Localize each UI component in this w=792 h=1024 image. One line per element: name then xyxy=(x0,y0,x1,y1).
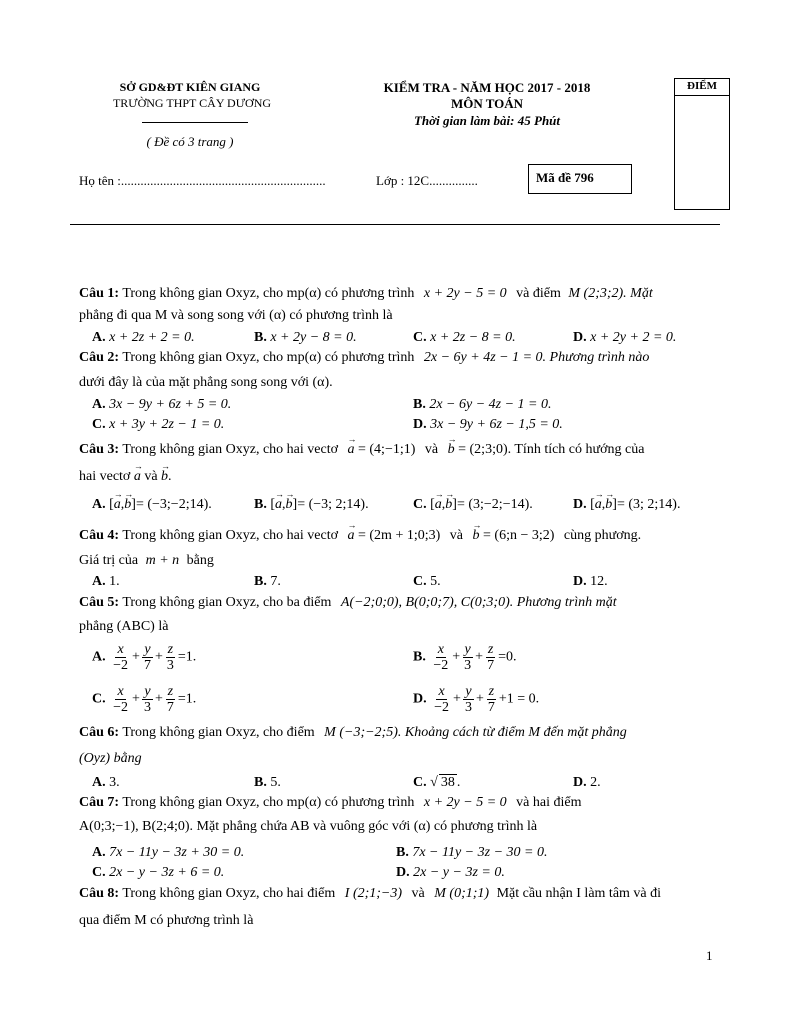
option-c[interactable]: C. [→ a,→ b]= (3;−2;−14). xyxy=(413,496,533,514)
pages-note: ( Đề có 3 trang ) xyxy=(146,134,234,149)
question-5-line2: phẳng (ABC) là xyxy=(79,619,169,634)
question-8 xyxy=(79,885,661,903)
vector-b-value: = (2;3;0). Tính tích có hướng của xyxy=(458,442,645,457)
question-label: Câu 3: xyxy=(79,442,120,457)
option-d[interactable]: D. 2. xyxy=(573,775,601,790)
question-4-line2: Giá trị của m + n bằng xyxy=(79,553,214,568)
vector-a-value: = (2m + 1;0;3) xyxy=(358,528,441,543)
question-5 xyxy=(79,594,617,612)
page-number: 1 xyxy=(706,948,713,963)
exam-time: Thời gian làm bài: 45 Phút xyxy=(413,113,561,128)
option-d[interactable]: D. x + 2y + 2 = 0. xyxy=(573,330,677,345)
question-label: Câu 5: xyxy=(79,595,120,610)
question-text: Mặt cầu nhận I làm tâm và đi xyxy=(496,886,662,901)
question-7 xyxy=(79,794,581,812)
question-text: Trong không gian Oxyz, cho hai vectơ xyxy=(122,528,338,543)
option-c[interactable]: C. 5. xyxy=(413,574,441,589)
question-text: Trong không gian Oxyz, cho hai điểm xyxy=(122,886,336,901)
question-label: Câu 8: xyxy=(79,886,120,901)
question-4 xyxy=(79,527,641,545)
vector-a: → a xyxy=(348,527,355,545)
question-8-line2: qua điểm M có phương trình là xyxy=(79,913,254,928)
class-line[interactable]: Lớp : 12C............... xyxy=(376,173,478,188)
conjunction: và xyxy=(449,528,464,543)
question-text: và điểm xyxy=(516,286,561,301)
option-b[interactable]: B. $\frac{x}{-2}$ + $\frac{y}{3}$ + $\frac{z}{7}$ =0. xyxy=(413,642,517,673)
point-m: M (0;1;1) xyxy=(434,886,490,901)
question-6-line2: (Oyz) bằng xyxy=(79,751,142,766)
question-2-line2: dưới đây là của mặt phẳng song song với (α). xyxy=(79,375,333,390)
question-1 xyxy=(79,285,653,303)
option-d[interactable]: D. 2x − y − 3z = 0. xyxy=(396,865,505,880)
question-text: Trong không gian Oxyz, cho mp(α) có phương trình xyxy=(122,286,415,301)
option-a[interactable]: A. 7x − 11y − 3z + 30 = 0. xyxy=(92,845,245,860)
option-c[interactable]: C. x + 3y + 2z − 1 = 0. xyxy=(92,417,225,432)
option-b[interactable]: B. 5. xyxy=(254,775,281,790)
question-1-line2: phẳng đi qua M và song song với (α) có phương trình là xyxy=(79,308,393,323)
option-a[interactable]: A. $\frac{x}{-2}$ + $\frac{y}{7}$ + $\frac{z}{3}$ =1. xyxy=(92,642,197,673)
department-name: SỞ GD&ĐT KIÊN GIANG xyxy=(119,80,261,94)
question-text: Trong không gian Oxyz, cho ba điểm xyxy=(122,595,332,610)
conjunction: và xyxy=(411,886,425,901)
score-label: ĐIỂM xyxy=(687,80,717,92)
option-a[interactable]: A. [→ a,→ b]= (−3;−2;14). xyxy=(92,496,212,514)
question-text: Trong không gian Oxyz, cho điểm xyxy=(122,725,315,740)
subject-title: MÔN TOÁN xyxy=(450,96,524,111)
option-b[interactable]: B. 7. xyxy=(254,574,281,589)
points: A(−2;0;0), B(0;0;7), C(0;3;0). Phương trình mặt xyxy=(340,595,617,610)
option-d[interactable]: D. 3x − 9y + 6z − 1,5 = 0. xyxy=(413,417,563,432)
question-6 xyxy=(79,724,627,742)
school-name: TRƯỜNG THPT CÂY DƯƠNG xyxy=(112,96,272,110)
score-box xyxy=(674,78,730,210)
option-a[interactable]: A. 1. xyxy=(92,574,120,589)
equation: 2x − 6y + 4z − 1 = 0. Phương trình nào xyxy=(423,350,650,365)
option-b[interactable]: B. x + 2y − 8 = 0. xyxy=(254,330,357,345)
question-text: Trong không gian Oxyz, cho mp(α) có phương trình xyxy=(122,350,415,365)
option-b[interactable]: B. [→ a,→ b]= (−3; 2;14). xyxy=(254,496,369,514)
question-2 xyxy=(79,349,649,367)
option-b[interactable]: B. 2x − 6y − 4z − 1 = 0. xyxy=(413,397,552,412)
header-divider xyxy=(70,224,720,225)
header-underline xyxy=(142,122,248,123)
student-name-line[interactable]: Họ tên :............................................................... xyxy=(79,173,326,188)
point: M (2;3;2). Mặt xyxy=(568,286,653,301)
equation: x + 2y − 5 = 0 xyxy=(423,286,507,301)
question-text: và hai điểm xyxy=(516,795,582,810)
vector-a-value: = (4;−1;1) xyxy=(358,442,416,457)
exam-code: Mã đề 796 xyxy=(536,170,594,185)
sqrt-value: 38 xyxy=(440,775,455,790)
option-a[interactable]: A. 3x − 9y + 6z + 5 = 0. xyxy=(92,397,232,412)
option-a[interactable]: A. x + 2z + 2 = 0. xyxy=(92,330,195,345)
question-text: cùng phương. xyxy=(563,528,642,543)
option-a[interactable]: A. 3. xyxy=(92,775,120,790)
vector-b: → b xyxy=(448,441,455,459)
option-c[interactable]: C. 2x − y − 3z + 6 = 0. xyxy=(92,865,225,880)
question-3-line2: hai vectơ → a và → b. xyxy=(79,468,172,486)
question-7-line2: A(0;3;−1), B(2;4;0). Mặt phẳng chứa AB và vuông góc với (α) có phương trình là xyxy=(79,819,538,834)
equation: x + 2y − 5 = 0 xyxy=(423,795,507,810)
vector-a: → a xyxy=(348,441,355,459)
vector-b: → b xyxy=(473,527,480,545)
point-i: I (2;1;−3) xyxy=(344,886,403,901)
option-c[interactable]: C. $\frac{x}{-2}$ + $\frac{y}{3}$ + $\frac{z}{7}$ =1. xyxy=(92,684,197,715)
question-label: Câu 7: xyxy=(79,795,120,810)
option-c[interactable]: C. √ 38 . xyxy=(413,775,461,790)
question-label: Câu 4: xyxy=(79,528,120,543)
vector-b-value: = (6;n − 3;2) xyxy=(483,528,555,543)
option-d[interactable]: D. [→ a,→ b]= (3; 2;14). xyxy=(573,496,680,514)
question-label: Câu 6: xyxy=(79,725,120,740)
option-d[interactable]: D. 12. xyxy=(573,574,608,589)
question-text: Trong không gian Oxyz, cho mp(α) có phương trình xyxy=(122,795,415,810)
option-d[interactable]: D. $\frac{x}{-2}$ + $\frac{y}{3}$ + $\frac{z}{7}$ +1 = 0. xyxy=(413,684,540,715)
question-label: Câu 2: xyxy=(79,350,120,365)
option-b[interactable]: B. 7x − 11y − 3z − 30 = 0. xyxy=(396,845,548,860)
point: M (−3;−2;5). Khoảng cách từ điểm M đến mặt phẳng xyxy=(324,725,627,740)
option-c[interactable]: C. x + 2z − 8 = 0. xyxy=(413,330,516,345)
exam-title: KIỂM TRA - NĂM HỌC 2017 - 2018 xyxy=(383,80,591,95)
question-text: Trong không gian Oxyz, cho hai vectơ xyxy=(122,442,338,457)
question-label: Câu 1: xyxy=(79,286,120,301)
conjunction: và xyxy=(424,442,439,457)
